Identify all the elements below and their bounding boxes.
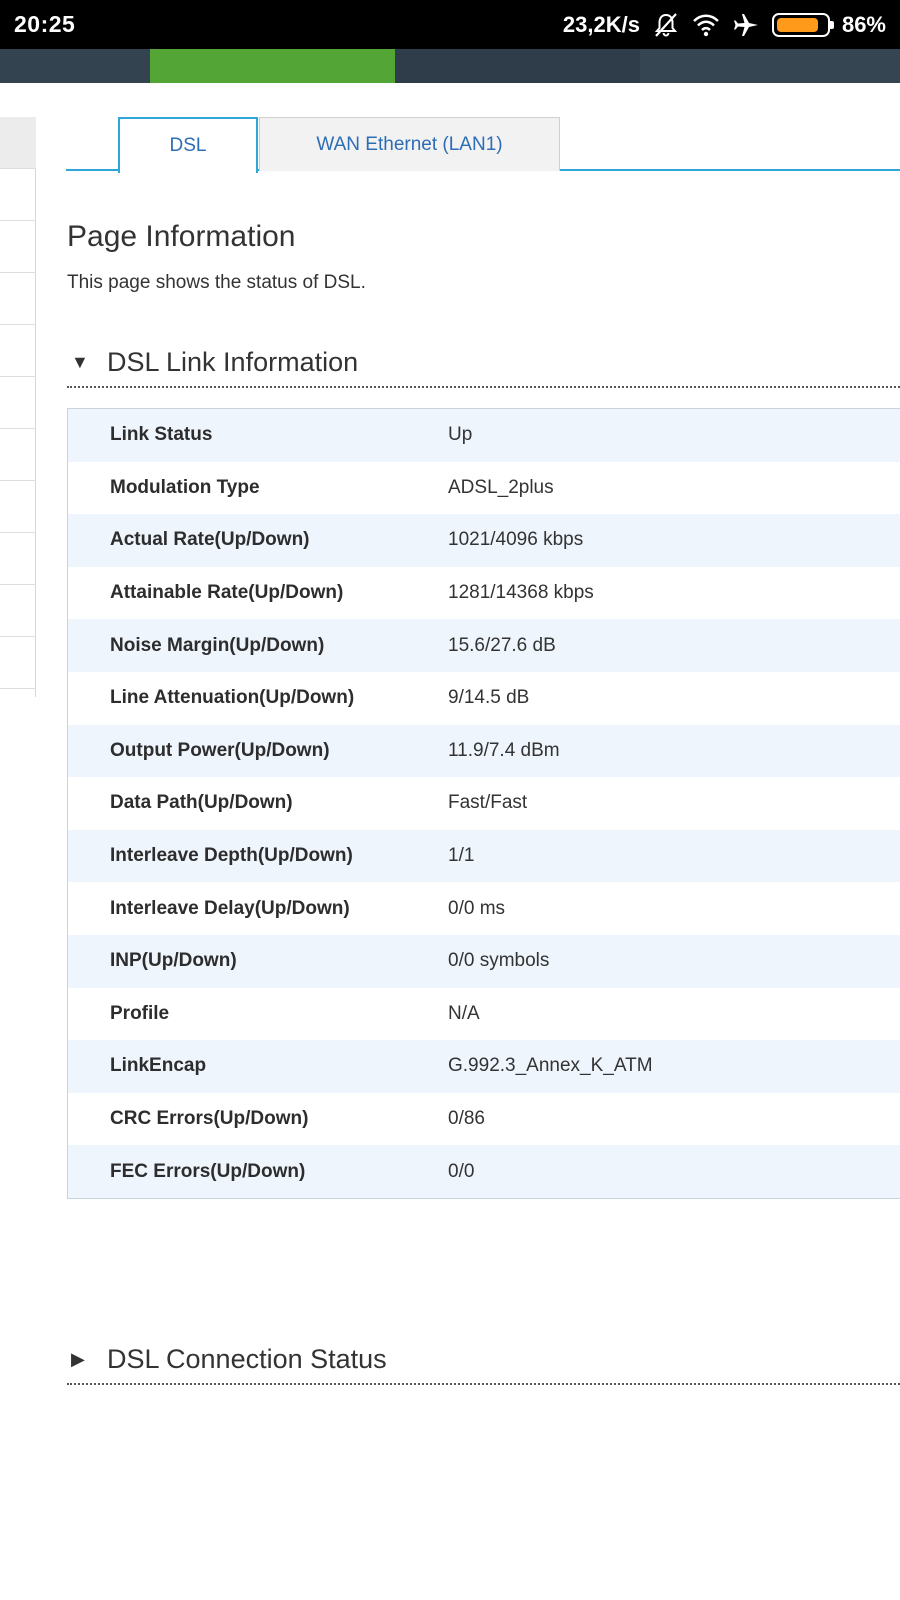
table-row: [68, 409, 900, 462]
tab-bar: [66, 117, 900, 171]
table-row: [68, 725, 900, 778]
status-time: 20:25: [14, 11, 76, 37]
row-value: 11.9/7.4 dBm: [448, 739, 560, 761]
sidebar: [0, 117, 36, 697]
table-row: [68, 1093, 900, 1146]
top-nav-item[interactable]: [395, 49, 640, 83]
table-row: [68, 514, 900, 567]
row-value: N/A: [448, 1002, 480, 1024]
table-row: [68, 462, 900, 515]
sidebar-item[interactable]: [0, 273, 36, 325]
row-value: 0/0 ms: [448, 897, 506, 919]
row-label: CRC Errors(Up/Down): [110, 1108, 309, 1130]
sidebar-item[interactable]: [0, 533, 36, 585]
row-value: Fast/Fast: [448, 792, 528, 814]
row-label: Modulation Type: [110, 476, 260, 498]
row-label: Attainable Rate(Up/Down): [110, 582, 344, 604]
top-nav-item[interactable]: [640, 49, 900, 83]
row-label: Link Status: [110, 424, 213, 446]
status-bar: [0, 0, 900, 49]
tab-dsl[interactable]: DSL: [118, 117, 258, 173]
row-value: Up: [448, 424, 473, 446]
dsl-link-table: [67, 408, 900, 1199]
sidebar-item[interactable]: [0, 221, 36, 273]
tab-wan-ethernet[interactable]: WAN Ethernet (LAN1): [259, 117, 560, 171]
section-dsl-connection-status[interactable]: [67, 1335, 900, 1385]
sidebar-item[interactable]: [0, 481, 36, 533]
status-right-group: [563, 9, 886, 41]
page-description: This page shows the status of DSL.: [67, 272, 366, 293]
section-title: DSL Connection Status: [107, 1343, 387, 1374]
triangle-down-icon: ▼: [71, 351, 89, 372]
sidebar-item[interactable]: [0, 637, 36, 689]
airplane-icon: [732, 11, 760, 39]
table-row: [68, 830, 900, 883]
battery-fill: [777, 18, 818, 32]
row-value: 1021/4096 kbps: [448, 529, 584, 551]
row-value: 0/86: [448, 1108, 485, 1130]
sidebar-item[interactable]: [0, 169, 36, 221]
row-value: 0/0: [448, 1160, 475, 1182]
table-row: [68, 1145, 900, 1198]
sidebar-item[interactable]: [0, 429, 36, 481]
wifi-icon: [692, 11, 720, 39]
section-title: DSL Link Information: [107, 346, 359, 377]
row-label: Actual Rate(Up/Down): [110, 529, 310, 551]
row-label: Interleave Delay(Up/Down): [110, 897, 350, 919]
row-value: 15.6/27.6 dB: [448, 634, 556, 656]
row-label: INP(Up/Down): [110, 950, 237, 972]
row-label: Data Path(Up/Down): [110, 792, 293, 814]
table-row: [68, 988, 900, 1041]
table-row: [68, 1040, 900, 1093]
row-label: Profile: [110, 1002, 170, 1024]
sidebar-item[interactable]: [0, 117, 36, 169]
row-value: 1281/14368 kbps: [448, 582, 594, 604]
page-title: Page Information: [67, 220, 296, 253]
table-row: [68, 777, 900, 830]
row-value: 1/1: [448, 845, 475, 867]
row-label: Line Attenuation(Up/Down): [110, 687, 355, 709]
triangle-right-icon: ▶: [71, 1348, 85, 1369]
table-row: [68, 672, 900, 725]
table-row: [68, 882, 900, 935]
table-row: [68, 935, 900, 988]
top-nav-item-active[interactable]: [150, 49, 395, 83]
row-value: ADSL_2plus: [448, 476, 554, 498]
row-label: FEC Errors(Up/Down): [110, 1160, 306, 1182]
table-row: [68, 567, 900, 620]
table-row: [68, 619, 900, 672]
row-label: LinkEncap: [110, 1055, 207, 1077]
top-nav-bar: [0, 49, 900, 83]
network-speed: 23,2K/s: [562, 12, 640, 37]
sidebar-item[interactable]: [0, 585, 36, 637]
battery-icon: [772, 13, 830, 37]
top-nav-item[interactable]: [0, 49, 150, 83]
row-value: G.992.3_Annex_K_ATM: [448, 1055, 653, 1077]
row-label: Interleave Depth(Up/Down): [110, 845, 353, 867]
sidebar-item[interactable]: [0, 377, 36, 429]
row-label: Noise Margin(Up/Down): [110, 634, 325, 656]
row-value: 9/14.5 dB: [448, 687, 530, 709]
bell-muted-icon: [652, 11, 680, 39]
battery-nub: [830, 21, 834, 29]
sidebar-item[interactable]: [0, 325, 36, 377]
battery-percent: 86%: [841, 12, 886, 37]
section-dsl-link-info[interactable]: [67, 338, 900, 388]
row-label: Output Power(Up/Down): [110, 739, 330, 761]
row-value: 0/0 symbols: [448, 950, 550, 972]
